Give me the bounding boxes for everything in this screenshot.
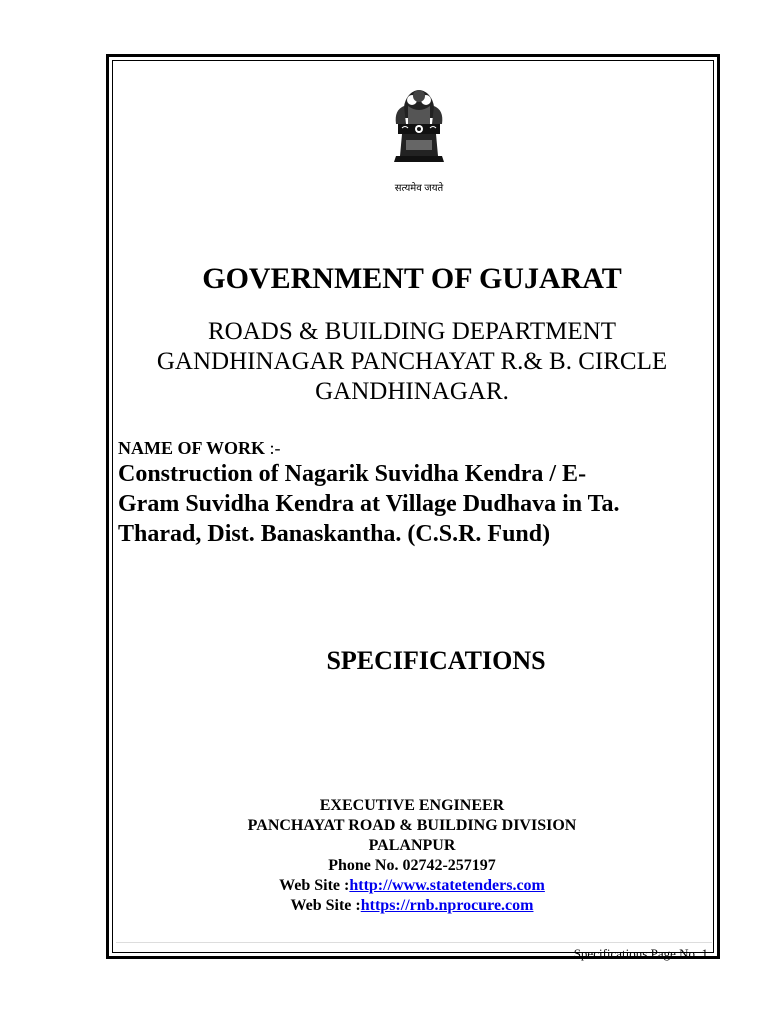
name-of-work-label-suffix: :- (269, 438, 281, 458)
government-title: GOVERNMENT OF GUJARAT (202, 262, 622, 295)
department-line: GANDHINAGAR PANCHAYAT R.& B. CIRCLE (156, 348, 668, 375)
office-division: PANCHAYAT ROAD & BUILDING DIVISION (247, 817, 577, 834)
name-of-work-label (118, 438, 281, 459)
office-city: PALANPUR (368, 837, 456, 854)
name-of-work-label-text: NAME OF WORK (118, 438, 265, 458)
website-label: Web Site : (290, 897, 361, 914)
work-line: Construction of Nagarik Suvidha Kendra / E- (118, 461, 587, 487)
website-label: Web Site : (279, 877, 350, 894)
department-line: GANDHINAGAR. (315, 378, 509, 405)
department-block (112, 317, 712, 407)
document-title: SPECIFICATIONS (326, 646, 546, 675)
website-row-2 (112, 896, 712, 916)
office-address-block (112, 796, 712, 916)
state-emblem-icon (382, 84, 456, 194)
footer-page-number: Specifications Page No. 1 (573, 946, 708, 961)
office-designation: EXECUTIVE ENGINEER (319, 797, 505, 814)
work-line: Gram Suvidha Kendra at Village Dudhava in Ta. (118, 491, 620, 517)
office-phone: Phone No. 02742-257197 (328, 857, 496, 874)
work-description (118, 459, 708, 549)
website-row-1 (112, 876, 712, 896)
website-link-statetenders[interactable]: http://www.statetenders.com (349, 877, 545, 894)
work-line: Tharad, Dist. Banaskantha. (C.S.R. Fund) (118, 521, 551, 547)
department-line: ROADS & BUILDING DEPARTMENT (207, 318, 616, 345)
footer-divider (116, 942, 712, 943)
website-link-nprocure[interactable]: https://rnb.nprocure.com (360, 897, 534, 914)
emblem-motto: सत्यमेव जयते (394, 183, 444, 194)
